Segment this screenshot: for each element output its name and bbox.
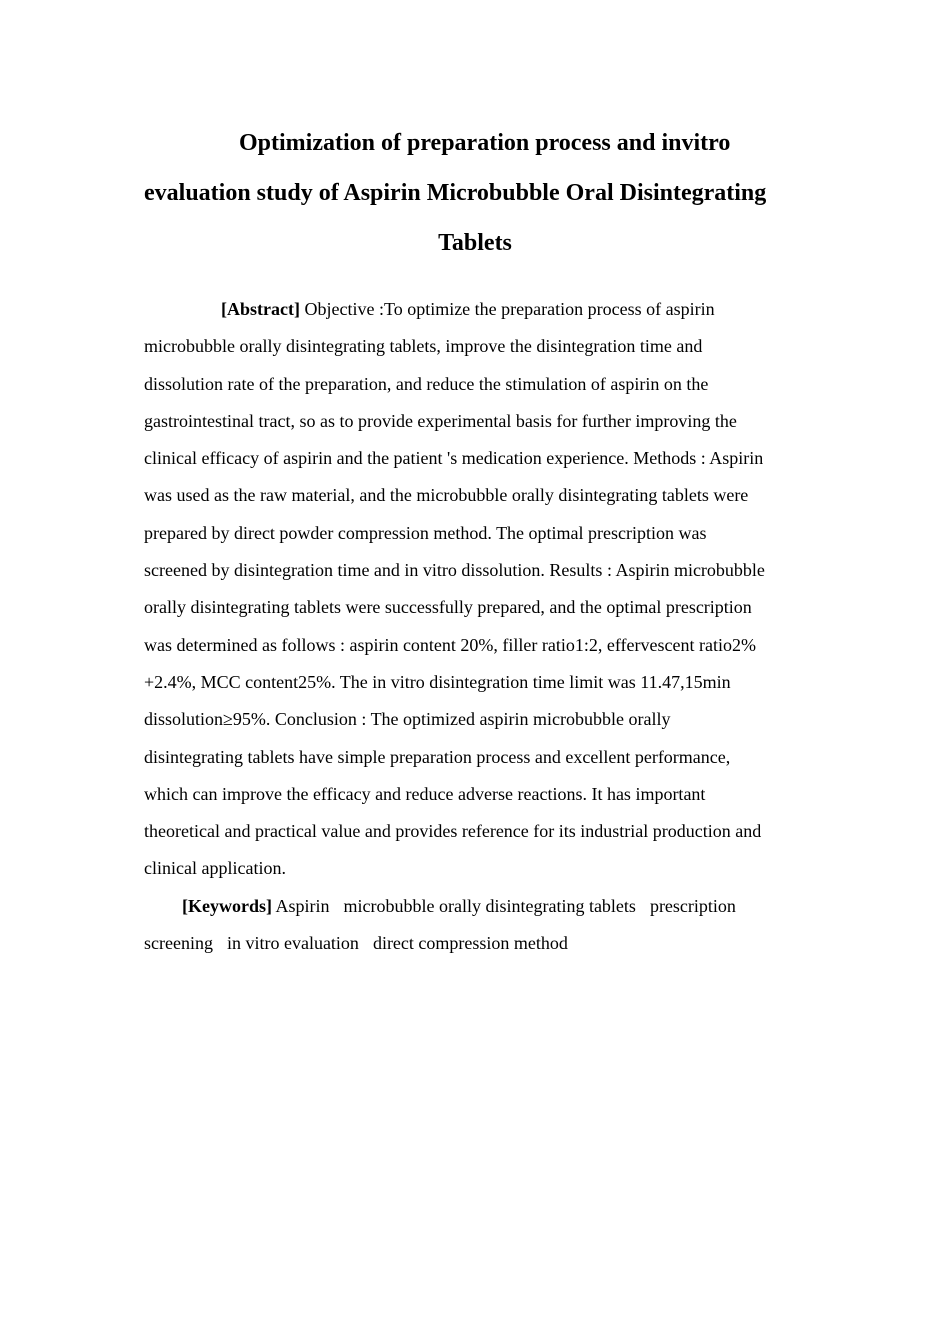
keyword-item: screening — [144, 933, 213, 954]
abstract-line: prepared by direct powder compression method. The optimal prescription was — [144, 522, 707, 543]
keywords-line — [144, 925, 810, 962]
title-line-1: Optimization of preparation process and invitro — [239, 130, 731, 156]
abstract-line: screened by disintegration time and in vitro dissolution. Results : Aspirin microbubble — [144, 560, 765, 581]
abstract-line: dissolution≥95%. Conclusion : The optimized aspirin microbubble orally — [144, 709, 671, 730]
keyword-item: prescription — [649, 895, 736, 916]
abstract-text: Objective :To optimize the preparation process of aspirin — [304, 299, 715, 319]
keyword-item: in vitro evaluation — [226, 933, 359, 954]
keyword-item: microbubble orally disintegrating tablets — [343, 895, 636, 916]
keywords-label: [Keywords] — [182, 895, 272, 916]
abstract-line: gastrointestinal tract, so as to provide experimental basis for further improving the — [144, 410, 737, 431]
abstract-line: microbubble orally disintegrating tablets, improve the disintegration time and — [144, 336, 703, 357]
abstract-line: orally disintegrating tablets were successfully prepared, and the optimal prescription — [144, 597, 752, 618]
keyword-item: direct compression method — [372, 933, 568, 954]
title-line-3: Tablets — [438, 230, 512, 256]
abstract-line: dissolution rate of the preparation, and reduce the stimulation of aspirin on the — [144, 373, 709, 394]
paper-title — [144, 118, 806, 268]
abstract-line: clinical application. — [144, 858, 286, 879]
abstract-line: +2.4%, MCC content25%. The in vitro disintegration time limit was 11.47,15min — [144, 671, 731, 692]
abstract-line: clinical efficacy of aspirin and the patient 's medication experience. Methods : Aspirin — [144, 448, 764, 469]
keyword-item: Aspirin — [275, 895, 330, 916]
abstract-line: theoretical and practical value and provides reference for its industrial production and — [144, 821, 762, 842]
title-line-2: evaluation study of Aspirin Microbubble Oral Disintegrating — [144, 180, 767, 206]
abstract-label: [Abstract] — [221, 299, 300, 319]
abstract-line: was used as the raw material, and the microbubble orally disintegrating tablets were — [144, 485, 749, 506]
abstract-line — [144, 291, 810, 328]
keywords-line — [144, 888, 810, 925]
abstract-line: which can improve the efficacy and reduce adverse reactions. It has important — [144, 783, 706, 804]
abstract-line: was determined as follows : aspirin content 20%, filler ratio1:2, effervescent ratio2% — [144, 634, 756, 655]
abstract-section — [144, 291, 810, 962]
abstract-line: disintegrating tablets have simple preparation process and excellent performance, — [144, 746, 731, 767]
